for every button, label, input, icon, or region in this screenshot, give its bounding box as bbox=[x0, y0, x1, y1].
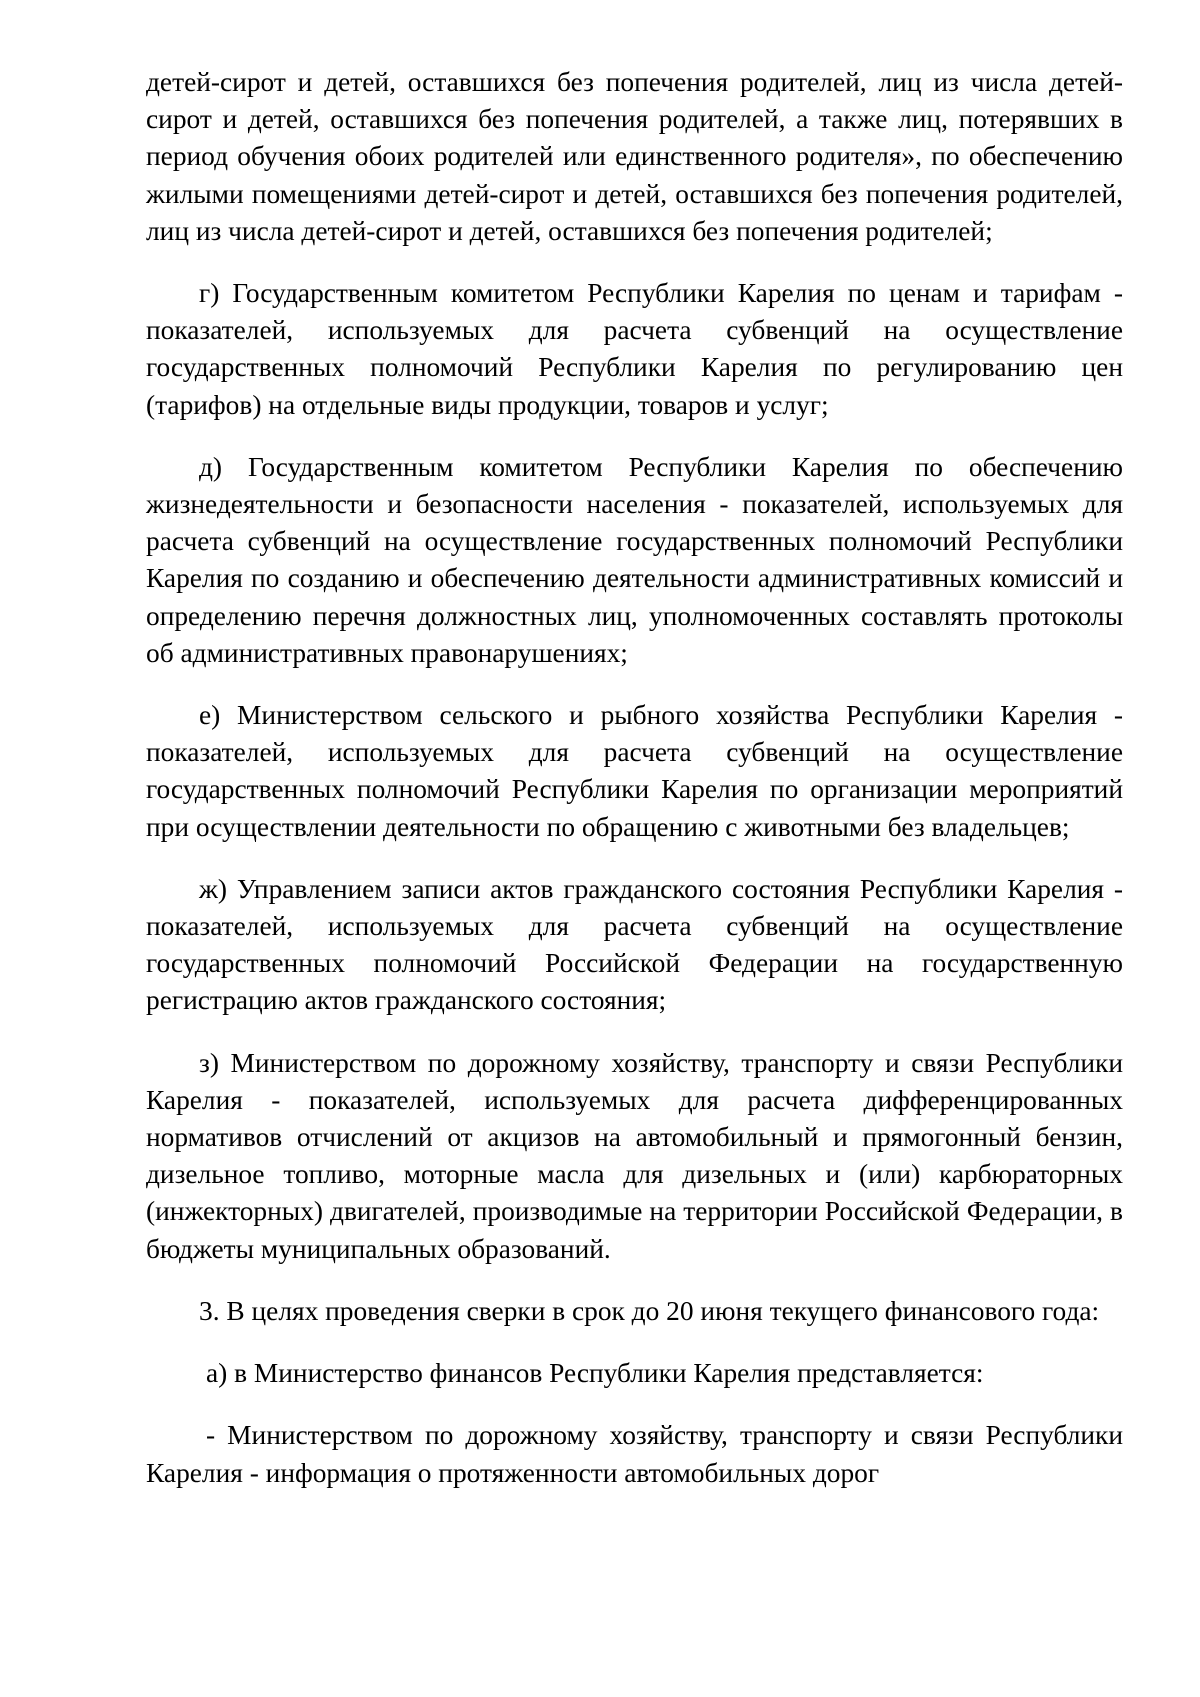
paragraph-continuation: детей-сирот и детей, оставшихся без попечения родителей, лиц из числа детей-сирот и детей, оставшихся без попечения родителей, а также лиц, потерявших в период обучения обоих родителей или единственного родителя», по обеспечению жилыми помещениями детей-сирот и детей, оставшихся без попечения родителей, лиц из числа детей-сирот и детей, оставшихся без попечения родителей; bbox=[146, 67, 1123, 246]
paragraph-item-d: д) Государственным комитетом Республики Карелия по обеспечению жизнедеятельности и безопасности населения - показателей, используемых для расчета субвенций на осуществление государственных полномочий Республики Карелия по созданию и обеспечению деятельности административных комиссий и определению перечня должностных лиц, уполномоченных составлять протоколы об административных правонарушениях; bbox=[146, 451, 1123, 668]
paragraph-dash-item: - Министерством по дорожному хозяйству, транспорту и связи Республики Карелия - информация о протяженности автомобильных дорог bbox=[146, 1420, 1123, 1488]
paragraph-item-z: з) Министерством по дорожному хозяйству, транспорту и связи Республики Карелия - показателей, используемых для расчета дифференцированных нормативов отчислений от акцизов на автомобильный и прямогонный бензин, дизельное топливо, моторные масла для дизельных и (или) карбюраторных (инжекторных) двигателей, производимые на территории Российской Федерации, в бюджеты муниципальных образований. bbox=[146, 1047, 1123, 1264]
paragraph-item-g: г) Государственным комитетом Республики Карелия по ценам и тарифам - показателей, используемых для расчета субвенций на осуществление государственных полномочий Республики Карелия по регулированию цен (тарифов) на отдельные виды продукции, товаров и услуг; bbox=[146, 278, 1123, 420]
paragraph-item-e: е) Министерством сельского и рыбного хозяйства Республики Карелия - показателей, используемых для расчета субвенций на осуществление государственных полномочий Республики Карелия по организации мероприятий при осуществлении деятельности по обращению с животными без владельцев; bbox=[146, 700, 1123, 842]
document-body bbox=[146, 64, 1123, 1517]
paragraph-item-zh: ж) Управлением записи актов гражданского состояния Республики Карелия - показателей, используемых для расчета субвенций на осуществление государственных полномочий Российской Федерации на государственную регистрацию актов гражданского состояния; bbox=[146, 873, 1123, 1016]
paragraph-section-3: 3. В целях проведения сверки в срок до 20 июня текущего финансового года: bbox=[199, 1295, 1100, 1326]
paragraph-item-a: а) в Министерство финансов Республики Карелия представляется: bbox=[206, 1358, 984, 1389]
